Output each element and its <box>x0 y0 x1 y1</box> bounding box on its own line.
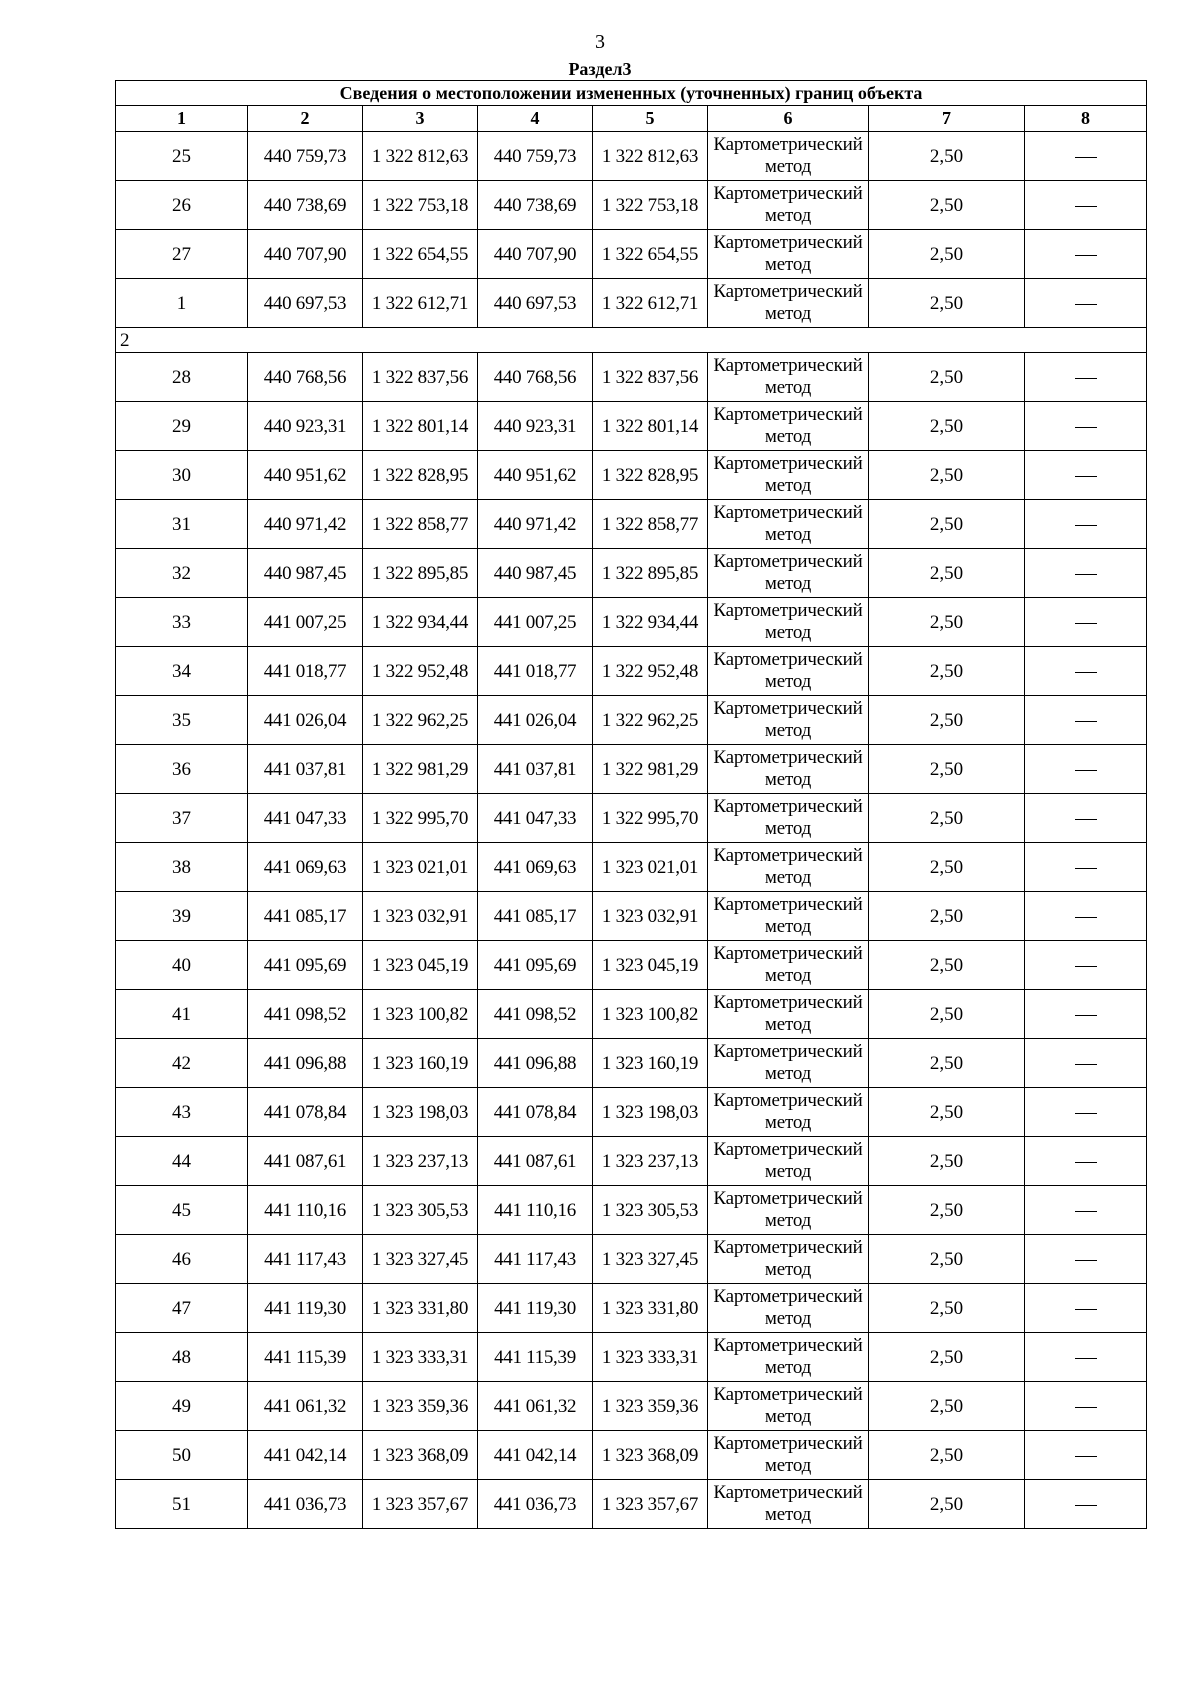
accuracy-cell: 2,50 <box>869 647 1025 696</box>
point-number-cell: 27 <box>116 230 248 279</box>
x-existing-cell: 441 069,63 <box>248 843 363 892</box>
y-new-cell: 1 323 198,03 <box>593 1088 708 1137</box>
accuracy-cell: 2,50 <box>869 990 1025 1039</box>
y-new-cell: 1 322 962,25 <box>593 696 708 745</box>
description-cell <box>1025 941 1147 990</box>
x-new-cell: 440 923,31 <box>478 402 593 451</box>
accuracy-cell: 2,50 <box>869 745 1025 794</box>
x-new-cell: 441 087,61 <box>478 1137 593 1186</box>
table-row <box>116 1284 1147 1333</box>
empty-dash <box>1075 1456 1097 1457</box>
method-cell: Картометрический метод <box>708 990 869 1039</box>
y-new-cell: 1 323 305,53 <box>593 1186 708 1235</box>
x-new-cell: 441 115,39 <box>478 1333 593 1382</box>
x-existing-cell: 440 951,62 <box>248 451 363 500</box>
x-new-cell: 440 707,90 <box>478 230 593 279</box>
accuracy-cell: 2,50 <box>869 279 1025 328</box>
point-number-cell: 38 <box>116 843 248 892</box>
method-cell: Картометрический метод <box>708 402 869 451</box>
method-cell: Картометрический метод <box>708 132 869 181</box>
description-cell <box>1025 451 1147 500</box>
accuracy-cell: 2,50 <box>869 451 1025 500</box>
accuracy-cell: 2,50 <box>869 230 1025 279</box>
method-cell: Картометрический метод <box>708 451 869 500</box>
x-existing-cell: 440 971,42 <box>248 500 363 549</box>
y-existing-cell: 1 323 357,67 <box>363 1480 478 1529</box>
x-new-cell: 441 069,63 <box>478 843 593 892</box>
accuracy-cell: 2,50 <box>869 1235 1025 1284</box>
table-row <box>116 402 1147 451</box>
y-existing-cell: 1 323 160,19 <box>363 1039 478 1088</box>
point-number-cell: 40 <box>116 941 248 990</box>
x-new-cell: 441 047,33 <box>478 794 593 843</box>
y-new-cell: 1 322 612,71 <box>593 279 708 328</box>
x-new-cell: 441 117,43 <box>478 1235 593 1284</box>
accuracy-cell: 2,50 <box>869 1480 1025 1529</box>
y-new-cell: 1 323 021,01 <box>593 843 708 892</box>
method-cell: Картометрический метод <box>708 598 869 647</box>
method-cell: Картометрический метод <box>708 1137 869 1186</box>
description-cell <box>1025 794 1147 843</box>
point-number-cell: 43 <box>116 1088 248 1137</box>
table-row <box>116 1235 1147 1284</box>
method-cell: Картометрический метод <box>708 1039 869 1088</box>
empty-dash <box>1075 623 1097 624</box>
empty-dash <box>1075 1064 1097 1065</box>
point-number-cell: 32 <box>116 549 248 598</box>
table-row <box>116 941 1147 990</box>
table-row <box>116 1088 1147 1137</box>
x-new-cell: 441 026,04 <box>478 696 593 745</box>
accuracy-cell: 2,50 <box>869 1039 1025 1088</box>
x-existing-cell: 441 110,16 <box>248 1186 363 1235</box>
accuracy-cell: 2,50 <box>869 132 1025 181</box>
x-existing-cell: 441 078,84 <box>248 1088 363 1137</box>
table-row <box>116 279 1147 328</box>
y-new-cell: 1 322 837,56 <box>593 353 708 402</box>
description-cell <box>1025 1235 1147 1284</box>
x-existing-cell: 441 098,52 <box>248 990 363 1039</box>
x-new-cell: 441 096,88 <box>478 1039 593 1088</box>
table-caption-row <box>116 81 1147 106</box>
method-cell: Картометрический метод <box>708 892 869 941</box>
x-new-cell: 441 036,73 <box>478 1480 593 1529</box>
method-cell: Картометрический метод <box>708 1088 869 1137</box>
x-existing-cell: 441 117,43 <box>248 1235 363 1284</box>
y-existing-cell: 1 322 952,48 <box>363 647 478 696</box>
table-row <box>116 1137 1147 1186</box>
table-caption: Сведения о местоположении измененных (уточненных) границ объекта <box>116 81 1147 106</box>
x-existing-cell: 441 115,39 <box>248 1333 363 1382</box>
accuracy-cell: 2,50 <box>869 1333 1025 1382</box>
y-new-cell: 1 323 327,45 <box>593 1235 708 1284</box>
method-cell: Картометрический метод <box>708 794 869 843</box>
y-new-cell: 1 323 368,09 <box>593 1431 708 1480</box>
description-cell <box>1025 696 1147 745</box>
y-new-cell: 1 322 995,70 <box>593 794 708 843</box>
empty-dash <box>1075 1162 1097 1163</box>
table-row <box>116 1480 1147 1529</box>
x-new-cell: 441 098,52 <box>478 990 593 1039</box>
column-header-row <box>116 106 1147 132</box>
y-existing-cell: 1 322 995,70 <box>363 794 478 843</box>
point-number-cell: 36 <box>116 745 248 794</box>
point-number-cell: 41 <box>116 990 248 1039</box>
empty-dash <box>1075 770 1097 771</box>
x-new-cell: 441 110,16 <box>478 1186 593 1235</box>
accuracy-cell: 2,50 <box>869 1431 1025 1480</box>
x-existing-cell: 440 738,69 <box>248 181 363 230</box>
y-new-cell: 1 322 895,85 <box>593 549 708 598</box>
table-row <box>116 353 1147 402</box>
description-cell <box>1025 1382 1147 1431</box>
description-cell <box>1025 892 1147 941</box>
table-row <box>116 843 1147 892</box>
x-existing-cell: 441 047,33 <box>248 794 363 843</box>
description-cell <box>1025 132 1147 181</box>
x-existing-cell: 440 759,73 <box>248 132 363 181</box>
empty-dash <box>1075 1113 1097 1114</box>
x-existing-cell: 441 119,30 <box>248 1284 363 1333</box>
y-new-cell: 1 323 333,31 <box>593 1333 708 1382</box>
table-row <box>116 598 1147 647</box>
table-row <box>116 696 1147 745</box>
empty-dash <box>1075 1260 1097 1261</box>
x-new-cell: 441 007,25 <box>478 598 593 647</box>
point-number-cell: 33 <box>116 598 248 647</box>
description-cell <box>1025 598 1147 647</box>
x-new-cell: 440 987,45 <box>478 549 593 598</box>
y-existing-cell: 1 322 858,77 <box>363 500 478 549</box>
empty-dash <box>1075 1309 1097 1310</box>
accuracy-cell: 2,50 <box>869 1088 1025 1137</box>
x-existing-cell: 441 087,61 <box>248 1137 363 1186</box>
y-new-cell: 1 322 981,29 <box>593 745 708 794</box>
section-title: Раздел3 <box>568 59 632 79</box>
x-existing-cell: 441 096,88 <box>248 1039 363 1088</box>
point-number-cell: 35 <box>116 696 248 745</box>
description-cell <box>1025 1333 1147 1382</box>
method-cell: Картометрический метод <box>708 279 869 328</box>
table-body <box>116 81 1147 1529</box>
description-cell <box>1025 500 1147 549</box>
y-new-cell: 1 323 045,19 <box>593 941 708 990</box>
table-row <box>116 892 1147 941</box>
empty-dash <box>1075 476 1097 477</box>
y-existing-cell: 1 322 612,71 <box>363 279 478 328</box>
table-row <box>116 745 1147 794</box>
empty-dash <box>1075 721 1097 722</box>
point-number-cell: 34 <box>116 647 248 696</box>
empty-dash <box>1075 966 1097 967</box>
table-row <box>116 1431 1147 1480</box>
description-cell <box>1025 1137 1147 1186</box>
x-existing-cell: 441 042,14 <box>248 1431 363 1480</box>
table-row <box>116 990 1147 1039</box>
x-new-cell: 441 037,81 <box>478 745 593 794</box>
x-new-cell: 440 759,73 <box>478 132 593 181</box>
description-cell <box>1025 1431 1147 1480</box>
accuracy-cell: 2,50 <box>869 402 1025 451</box>
table-row <box>116 132 1147 181</box>
accuracy-cell: 2,50 <box>869 892 1025 941</box>
y-existing-cell: 1 322 981,29 <box>363 745 478 794</box>
point-number-cell: 51 <box>116 1480 248 1529</box>
y-existing-cell: 1 323 331,80 <box>363 1284 478 1333</box>
y-existing-cell: 1 323 032,91 <box>363 892 478 941</box>
method-cell: Картометрический метод <box>708 500 869 549</box>
method-cell: Картометрический метод <box>708 1382 869 1431</box>
y-existing-cell: 1 323 359,36 <box>363 1382 478 1431</box>
empty-dash <box>1075 1358 1097 1359</box>
y-existing-cell: 1 323 021,01 <box>363 843 478 892</box>
x-existing-cell: 441 061,32 <box>248 1382 363 1431</box>
method-cell: Картометрический метод <box>708 1284 869 1333</box>
accuracy-cell: 2,50 <box>869 353 1025 402</box>
description-cell <box>1025 353 1147 402</box>
column-header: 3 <box>363 106 478 132</box>
empty-dash <box>1075 1211 1097 1212</box>
empty-dash <box>1075 574 1097 575</box>
table-row <box>116 451 1147 500</box>
table-row <box>116 549 1147 598</box>
y-existing-cell: 1 322 895,85 <box>363 549 478 598</box>
point-number-cell: 45 <box>116 1186 248 1235</box>
method-cell: Картометрический метод <box>708 1431 869 1480</box>
accuracy-cell: 2,50 <box>869 500 1025 549</box>
accuracy-cell: 2,50 <box>869 1137 1025 1186</box>
y-existing-cell: 1 322 934,44 <box>363 598 478 647</box>
contour-group-row <box>116 328 1147 353</box>
y-existing-cell: 1 322 753,18 <box>363 181 478 230</box>
empty-dash <box>1075 1015 1097 1016</box>
description-cell <box>1025 1088 1147 1137</box>
y-existing-cell: 1 322 962,25 <box>363 696 478 745</box>
column-header: 7 <box>869 106 1025 132</box>
method-cell: Картометрический метод <box>708 1186 869 1235</box>
description-cell <box>1025 1039 1147 1088</box>
y-new-cell: 1 322 934,44 <box>593 598 708 647</box>
column-header: 6 <box>708 106 869 132</box>
y-new-cell: 1 322 801,14 <box>593 402 708 451</box>
x-new-cell: 440 951,62 <box>478 451 593 500</box>
point-number-cell: 37 <box>116 794 248 843</box>
x-existing-cell: 441 036,73 <box>248 1480 363 1529</box>
empty-dash <box>1075 1407 1097 1408</box>
empty-dash <box>1075 917 1097 918</box>
method-cell: Картометрический метод <box>708 941 869 990</box>
x-existing-cell: 440 697,53 <box>248 279 363 328</box>
accuracy-cell: 2,50 <box>869 1382 1025 1431</box>
empty-dash <box>1075 672 1097 673</box>
method-cell: Картометрический метод <box>708 1333 869 1382</box>
method-cell: Картометрический метод <box>708 745 869 794</box>
table-row <box>116 230 1147 279</box>
point-number-cell: 29 <box>116 402 248 451</box>
point-number-cell: 31 <box>116 500 248 549</box>
y-existing-cell: 1 323 237,13 <box>363 1137 478 1186</box>
accuracy-cell: 2,50 <box>869 1284 1025 1333</box>
method-cell: Картометрический метод <box>708 549 869 598</box>
empty-dash <box>1075 1505 1097 1506</box>
y-existing-cell: 1 322 837,56 <box>363 353 478 402</box>
empty-dash <box>1075 427 1097 428</box>
table-row <box>116 647 1147 696</box>
x-existing-cell: 441 026,04 <box>248 696 363 745</box>
description-cell <box>1025 181 1147 230</box>
x-existing-cell: 440 707,90 <box>248 230 363 279</box>
method-cell: Картометрический метод <box>708 1235 869 1284</box>
y-existing-cell: 1 323 100,82 <box>363 990 478 1039</box>
table-row <box>116 794 1147 843</box>
method-cell: Картометрический метод <box>708 181 869 230</box>
x-existing-cell: 440 987,45 <box>248 549 363 598</box>
x-new-cell: 440 768,56 <box>478 353 593 402</box>
point-number-cell: 26 <box>116 181 248 230</box>
table-row <box>116 500 1147 549</box>
y-existing-cell: 1 323 198,03 <box>363 1088 478 1137</box>
point-number-cell: 25 <box>116 132 248 181</box>
y-existing-cell: 1 322 828,95 <box>363 451 478 500</box>
y-existing-cell: 1 322 654,55 <box>363 230 478 279</box>
y-new-cell: 1 322 952,48 <box>593 647 708 696</box>
y-new-cell: 1 322 828,95 <box>593 451 708 500</box>
method-cell: Картометрический метод <box>708 230 869 279</box>
description-cell <box>1025 549 1147 598</box>
table-row <box>116 181 1147 230</box>
table-row <box>116 1186 1147 1235</box>
x-existing-cell: 441 085,17 <box>248 892 363 941</box>
y-existing-cell: 1 322 801,14 <box>363 402 478 451</box>
y-new-cell: 1 323 359,36 <box>593 1382 708 1431</box>
contour-label: 2 <box>116 328 1147 353</box>
x-existing-cell: 441 007,25 <box>248 598 363 647</box>
accuracy-cell: 2,50 <box>869 941 1025 990</box>
y-existing-cell: 1 323 368,09 <box>363 1431 478 1480</box>
point-number-cell: 47 <box>116 1284 248 1333</box>
accuracy-cell: 2,50 <box>869 843 1025 892</box>
x-new-cell: 440 738,69 <box>478 181 593 230</box>
page-number: 3 <box>595 31 605 53</box>
y-new-cell: 1 322 753,18 <box>593 181 708 230</box>
description-cell <box>1025 647 1147 696</box>
y-existing-cell: 1 323 333,31 <box>363 1333 478 1382</box>
table-row <box>116 1382 1147 1431</box>
y-existing-cell: 1 323 305,53 <box>363 1186 478 1235</box>
accuracy-cell: 2,50 <box>869 1186 1025 1235</box>
description-cell <box>1025 1480 1147 1529</box>
y-new-cell: 1 323 100,82 <box>593 990 708 1039</box>
column-header: 4 <box>478 106 593 132</box>
point-number-cell: 30 <box>116 451 248 500</box>
empty-dash <box>1075 255 1097 256</box>
column-header: 1 <box>116 106 248 132</box>
x-existing-cell: 440 923,31 <box>248 402 363 451</box>
description-cell <box>1025 1186 1147 1235</box>
method-cell: Картометрический метод <box>708 696 869 745</box>
point-number-cell: 49 <box>116 1382 248 1431</box>
point-number-cell: 1 <box>116 279 248 328</box>
description-cell <box>1025 402 1147 451</box>
y-existing-cell: 1 322 812,63 <box>363 132 478 181</box>
point-number-cell: 46 <box>116 1235 248 1284</box>
boundary-coordinates-table <box>115 80 1147 1529</box>
method-cell: Картометрический метод <box>708 647 869 696</box>
empty-dash <box>1075 525 1097 526</box>
accuracy-cell: 2,50 <box>869 549 1025 598</box>
description-cell <box>1025 990 1147 1039</box>
accuracy-cell: 2,50 <box>869 181 1025 230</box>
x-new-cell: 441 018,77 <box>478 647 593 696</box>
y-new-cell: 1 322 654,55 <box>593 230 708 279</box>
empty-dash <box>1075 157 1097 158</box>
y-existing-cell: 1 323 327,45 <box>363 1235 478 1284</box>
empty-dash <box>1075 304 1097 305</box>
method-cell: Картометрический метод <box>708 843 869 892</box>
x-new-cell: 441 078,84 <box>478 1088 593 1137</box>
empty-dash <box>1075 868 1097 869</box>
description-cell <box>1025 230 1147 279</box>
column-header: 5 <box>593 106 708 132</box>
y-new-cell: 1 323 032,91 <box>593 892 708 941</box>
x-new-cell: 440 697,53 <box>478 279 593 328</box>
x-new-cell: 441 061,32 <box>478 1382 593 1431</box>
empty-dash <box>1075 206 1097 207</box>
x-existing-cell: 441 095,69 <box>248 941 363 990</box>
point-number-cell: 44 <box>116 1137 248 1186</box>
point-number-cell: 48 <box>116 1333 248 1382</box>
point-number-cell: 50 <box>116 1431 248 1480</box>
accuracy-cell: 2,50 <box>869 598 1025 647</box>
y-new-cell: 1 323 160,19 <box>593 1039 708 1088</box>
description-cell <box>1025 843 1147 892</box>
description-cell <box>1025 279 1147 328</box>
x-new-cell: 441 085,17 <box>478 892 593 941</box>
y-new-cell: 1 323 331,80 <box>593 1284 708 1333</box>
method-cell: Картометрический метод <box>708 1480 869 1529</box>
x-new-cell: 441 042,14 <box>478 1431 593 1480</box>
x-existing-cell: 441 018,77 <box>248 647 363 696</box>
y-new-cell: 1 322 858,77 <box>593 500 708 549</box>
empty-dash <box>1075 378 1097 379</box>
accuracy-cell: 2,50 <box>869 794 1025 843</box>
y-new-cell: 1 322 812,63 <box>593 132 708 181</box>
x-existing-cell: 441 037,81 <box>248 745 363 794</box>
point-number-cell: 42 <box>116 1039 248 1088</box>
description-cell <box>1025 1284 1147 1333</box>
column-header: 8 <box>1025 106 1147 132</box>
accuracy-cell: 2,50 <box>869 696 1025 745</box>
y-new-cell: 1 323 357,67 <box>593 1480 708 1529</box>
x-new-cell: 441 119,30 <box>478 1284 593 1333</box>
column-header: 2 <box>248 106 363 132</box>
x-existing-cell: 440 768,56 <box>248 353 363 402</box>
table-row <box>116 1039 1147 1088</box>
y-existing-cell: 1 323 045,19 <box>363 941 478 990</box>
y-new-cell: 1 323 237,13 <box>593 1137 708 1186</box>
method-cell: Картометрический метод <box>708 353 869 402</box>
x-new-cell: 441 095,69 <box>478 941 593 990</box>
point-number-cell: 28 <box>116 353 248 402</box>
x-new-cell: 440 971,42 <box>478 500 593 549</box>
empty-dash <box>1075 819 1097 820</box>
table-row <box>116 1333 1147 1382</box>
point-number-cell: 39 <box>116 892 248 941</box>
description-cell <box>1025 745 1147 794</box>
